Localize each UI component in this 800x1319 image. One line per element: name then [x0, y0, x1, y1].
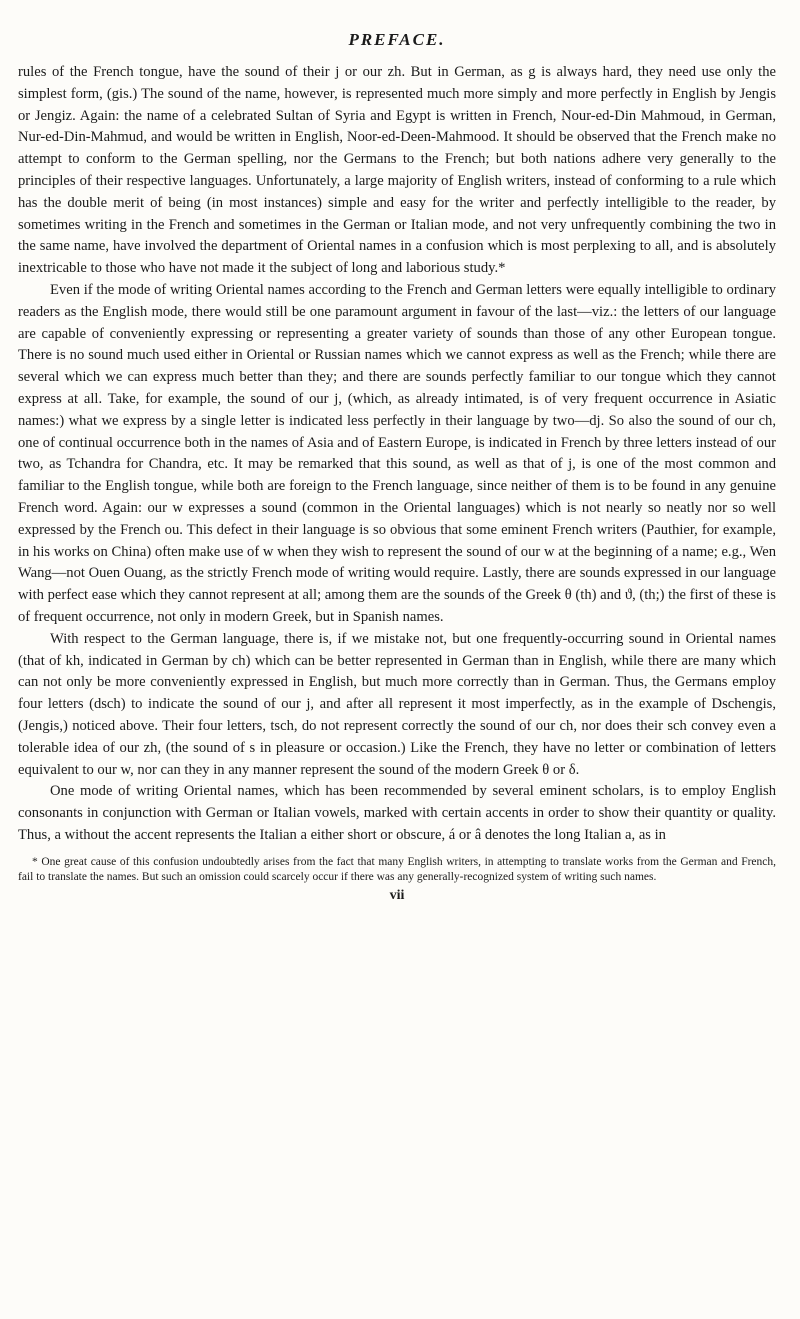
paragraph-2: Even if the mode of writing Oriental names according to the French and German letters were equally intelligible to ordinary readers as the English mode, there would still be one paramount argument in favour of the last—viz.: the letters of our language are capable of conveniently expressing or representing a greater variety of sounds than those of any other European tongue. There is no sound much used either in Oriental or Russian names which we cannot express as well as the French; while there are several which we can express much better than they; and there are sounds perfectly familiar to our tongue which they cannot express at all. Take, for example, the sound of our j, (which, as already intimated, is of very frequent occurrence in Asiatic names:) what we express by a single letter is indicated less perfectly in their language by two—dj. So also the sound of our ch, one of continual occurrence both in the names of Asia and of Eastern Europe, is indicated in French by three letters instead of our two, as Tchandra for Chandra, etc. It may be remarked that this sound, as well as that of j, is one of the most common and familiar to the English tongue, while both are foreign to the French language, since neither of them is to be found in any genuine French word. Again: our w expresses a sound (common in the Oriental languages) which is not nearly so neatly nor so well expressed by the French ou. This defect in their language is so obvious that some eminent French writers (Pauthier, for example, in his works on China) often make use of w when they wish to represent the sound of our w at the beginning of a name; e.g., Wen Wang—not Ouen Ouang, as the strictly French mode of writing would require. Lastly, there are sounds expressed in our language with perfect ease which they cannot represent at all; among them are the sounds of the Greek θ (th) and ϑ, (th;) the first of these is of frequent occurrence, not only in modern Greek, but in Spanish names. [18, 281, 776, 625]
footnote: * One great cause of this confusion undoubtedly arises from the fact that many English writers, in attempting to translate works from the German and French, fail to translate the names. But such an omission could scarcely occur if there was any generally-recognized system of writing such names. [18, 855, 776, 884]
paragraph-4: One mode of writing Oriental names, which has been recommended by several eminent scholars, is to employ English consonants in conjunction with German or Italian vowels, marked with certain accents in order to show their quantity or quality. Thus, a without the accent represents the Italian a either short or obscure, á or â denotes the long Italian a, as in [18, 783, 776, 843]
paragraph-1: rules of the French tongue, have the sound of their j or our zh. But in German, as g is always hard, they need use only the simplest form, (gis.) The sound of the name, however, is represented much more simply and more perfectly in English by Jengis or Jengiz. Again: the name of a celebrated Sultan of Syria and Egypt is written in French, Nour-ed-Din Mahmoud, in German, Nur-ed-Din-Mahmud, and would be written in English, Noor-ed-Deen-Mahmood. It should be observed that the French make no attempt to conform to the German spelling, nor the Germans to the French; but both nations adhere very generally to the principles of their respective languages. Unfortunately, a large majority of English writers, instead of conforming to a rule which has the double merit of being (in most instances) simple and easy for the writer and perfectly intelligible to the reader, by sometimes writing in the French and sometimes in the German or Italian mode, and not very unfrequently combining the two in the same name, have involved the department of Oriental names in a confusion which is most perplexing to all, and is absolutely inextricable to those who have not made it the subject of long and laborious study.* [18, 64, 776, 277]
paragraph-3: With respect to the German language, there is, if we mistake not, but one frequently-occurring sound in Oriental names (that of kh, indicated in German by ch) which can be better represented in German than in English, while there are many which can not only be more conveniently expressed in English, but much more correctly than in German. Thus, the Germans employ four letters (dsch) to indicate the sound of our j, and after all represent it most imperfectly, as in the example of Dschengis, (Jengis,) noticed above. Their four letters, tsch, do not represent correctly the sound of our ch, nor does their sch convey even a tolerable idea of our zh, (the sound of s in pleasure or occasion.) Like the French, they have no letter or combination of letters equivalent to our w, nor can they in any manner represent the sound of the modern Greek θ or δ. [18, 630, 776, 778]
running-head: PREFACE. [348, 30, 446, 49]
body-text [18, 62, 776, 847]
page-number: vii [389, 887, 405, 903]
